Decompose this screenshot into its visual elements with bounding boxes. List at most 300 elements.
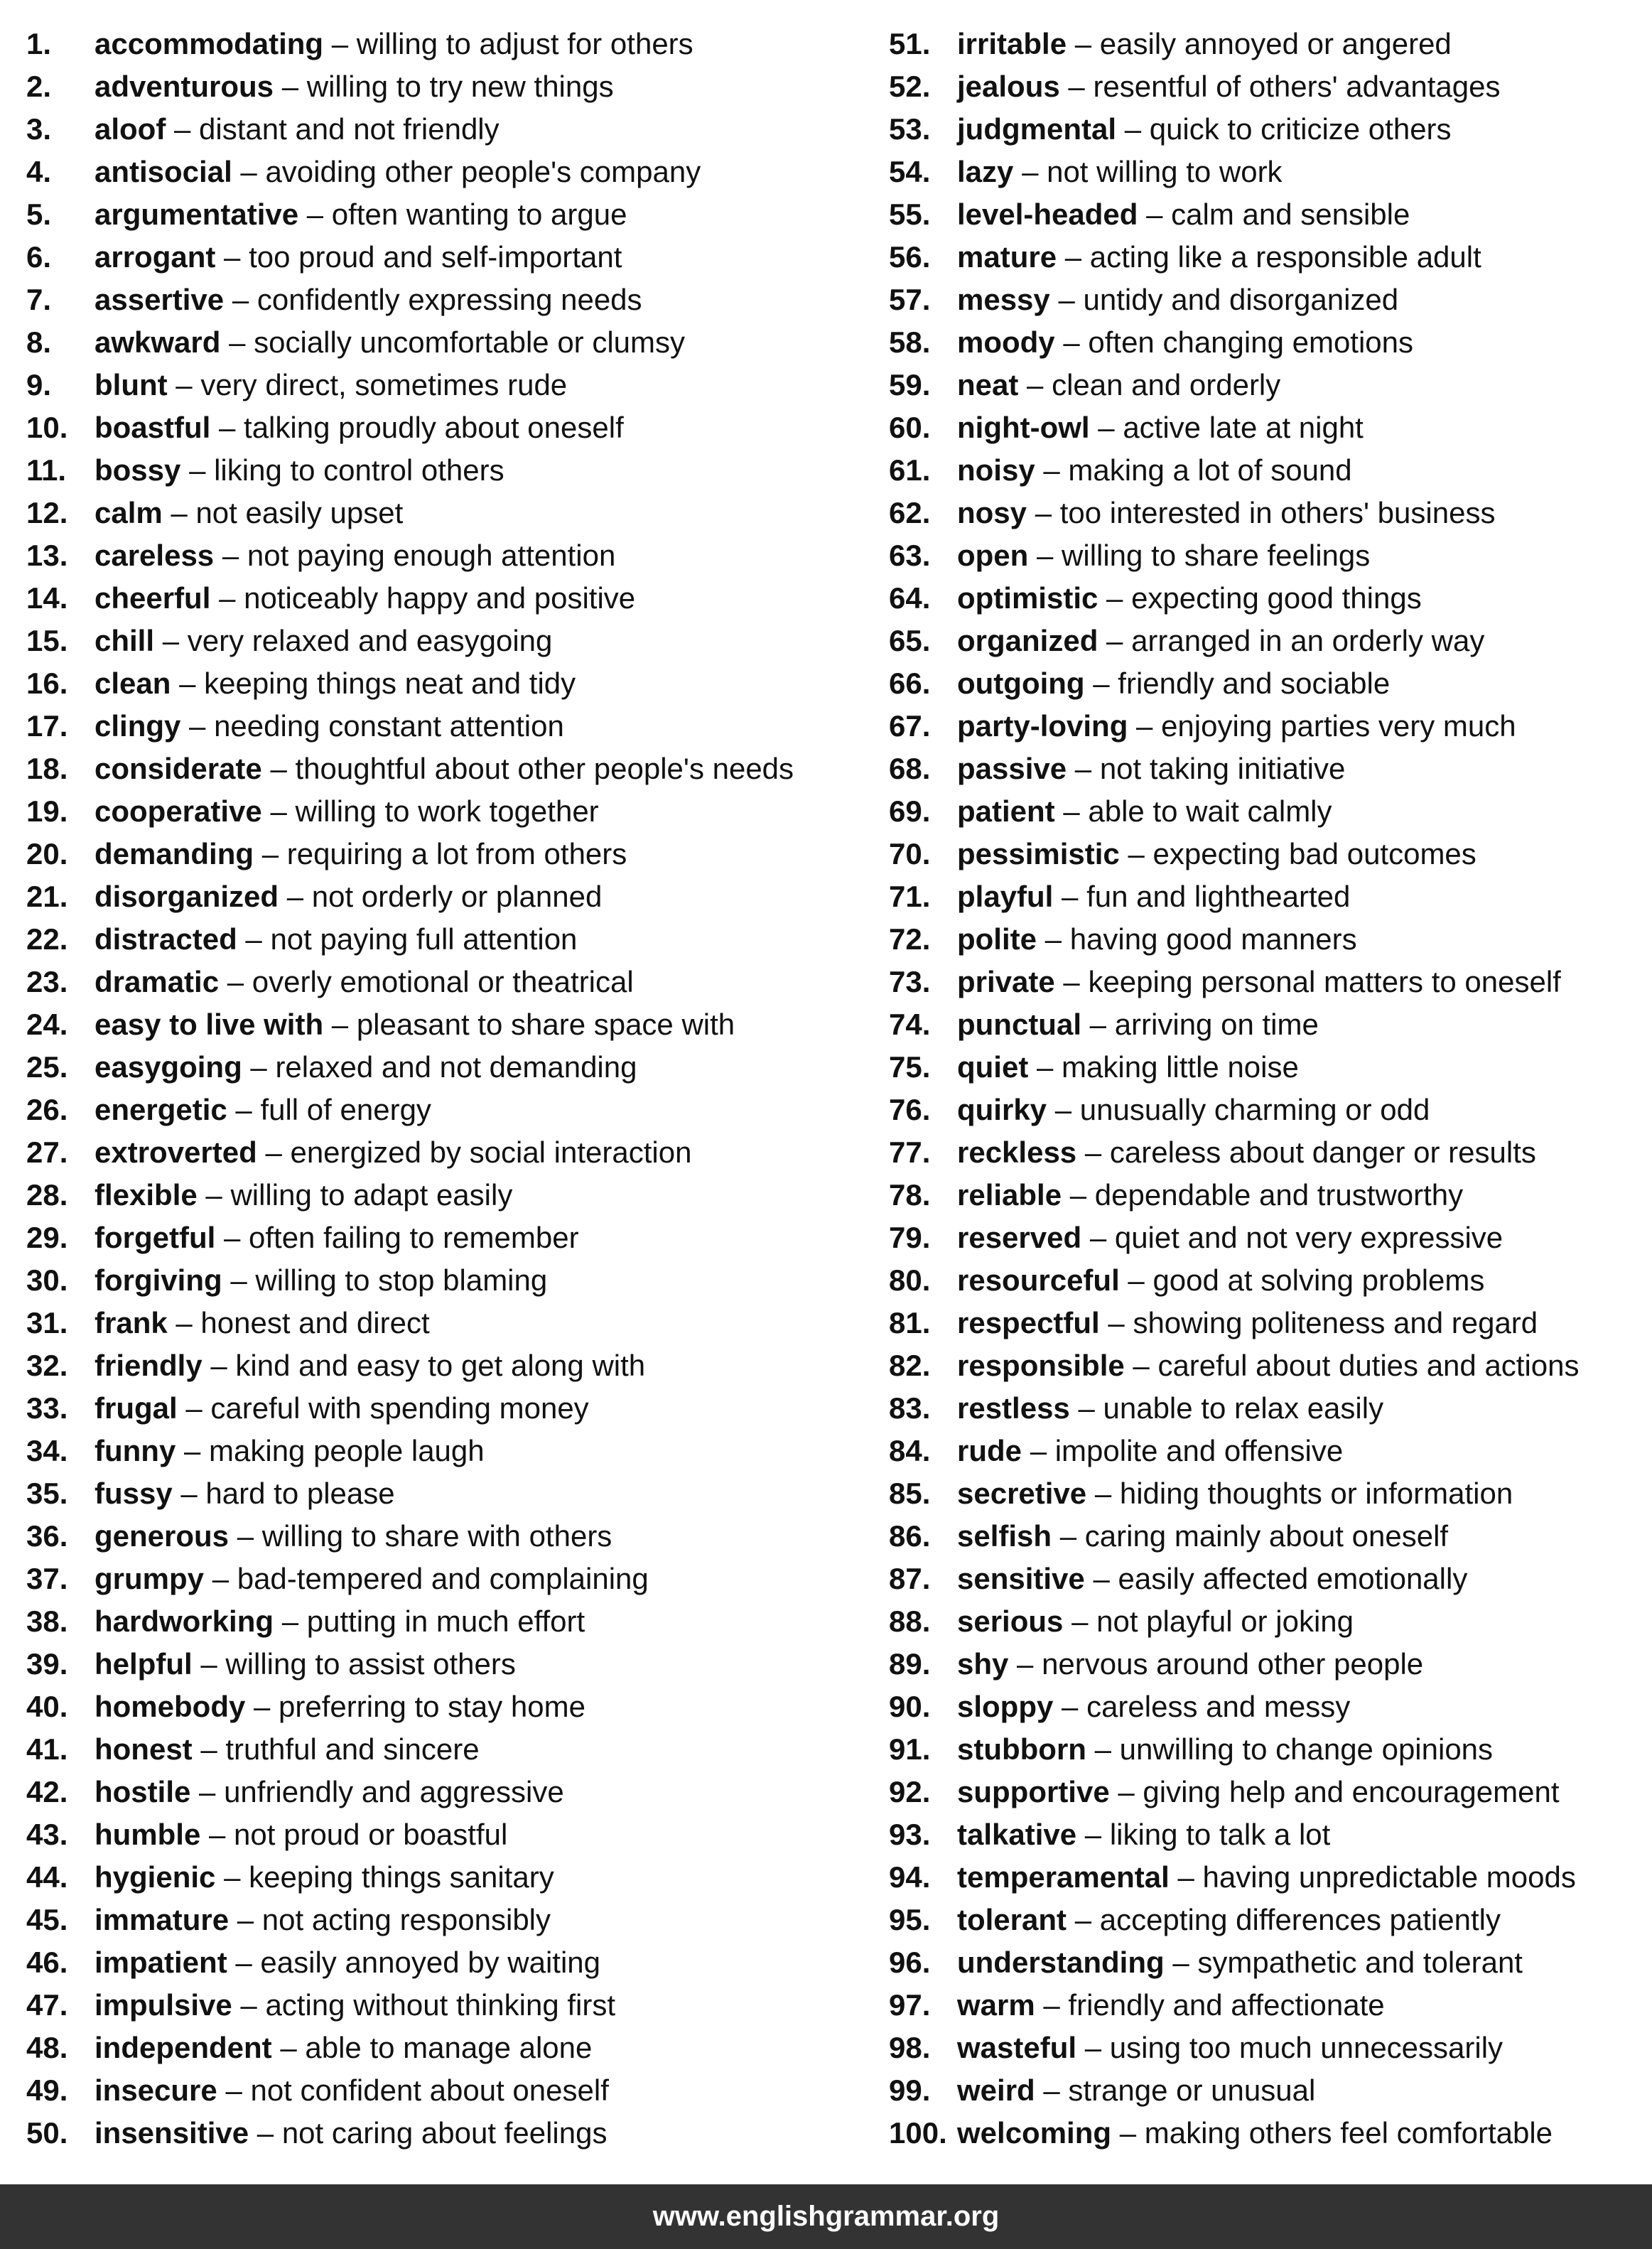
list-item	[26, 1131, 858, 1174]
item-separator: –	[270, 752, 287, 785]
item-separator: –	[1133, 1349, 1150, 1382]
item-definition: not taking initiative	[1099, 752, 1346, 785]
item-definition: acting without thinking first	[265, 1988, 616, 2022]
item-separator: –	[179, 667, 196, 700]
item-separator: –	[1094, 1732, 1111, 1766]
item-number: 88.	[889, 1604, 931, 1638]
item-number: 73.	[889, 965, 931, 998]
item-definition: making little noise	[1062, 1050, 1299, 1084]
item-word: argumentative	[95, 198, 299, 231]
item-definition: not confident about oneself	[250, 2073, 609, 2107]
item-definition: too proud and self-important	[249, 240, 622, 274]
item-number: 95.	[889, 1903, 931, 1936]
item-definition: often failing to remember	[249, 1221, 579, 1254]
item-number: 91.	[889, 1732, 931, 1766]
item-separator: –	[1017, 1647, 1034, 1681]
list-item	[889, 1302, 1642, 1344]
item-definition: bad-tempered and complaining	[237, 1562, 649, 1595]
item-number: 1.	[26, 27, 52, 60]
item-definition: liking to control others	[214, 453, 504, 487]
item-number: 32.	[26, 1349, 68, 1382]
item-word: chill	[95, 624, 155, 657]
item-definition: enjoying parties very much	[1161, 709, 1516, 743]
item-number: 56.	[889, 240, 931, 274]
item-word: forgetful	[95, 1221, 216, 1254]
item-number: 99.	[889, 2073, 931, 2107]
list-item	[889, 193, 1642, 236]
item-separator: –	[1106, 581, 1123, 615]
list-item	[26, 193, 858, 236]
item-word: irritable	[957, 27, 1067, 60]
list-item	[26, 1813, 858, 1856]
list-item	[26, 748, 858, 790]
item-word: tolerant	[957, 1903, 1067, 1936]
item-number: 46.	[26, 1946, 68, 1979]
list-item	[889, 108, 1642, 151]
footer-url: www.englishgrammar.org	[652, 2201, 1000, 2232]
item-separator: –	[1043, 1988, 1060, 2022]
item-definition: making people laugh	[209, 1434, 485, 1467]
list-item	[889, 1600, 1642, 1643]
item-definition: keeping personal matters to oneself	[1088, 965, 1561, 998]
item-word: selfish	[957, 1519, 1052, 1553]
item-separator: –	[189, 453, 206, 487]
list-item	[889, 1430, 1642, 1472]
list-item	[889, 1217, 1642, 1259]
item-separator: –	[1063, 794, 1080, 828]
list-item	[26, 321, 858, 364]
item-definition: not paying full attention	[270, 922, 578, 956]
item-word: antisocial	[95, 155, 232, 188]
list-item	[26, 1643, 858, 1686]
item-number: 53.	[889, 112, 931, 146]
item-definition: not playful or joking	[1096, 1604, 1354, 1638]
list-item	[26, 364, 858, 406]
item-definition: very relaxed and easygoing	[187, 624, 553, 657]
item-separator: –	[171, 496, 188, 529]
item-definition: resentful of others' advantages	[1093, 70, 1501, 103]
item-definition: impolite and offensive	[1054, 1434, 1344, 1467]
item-word: frank	[95, 1306, 168, 1339]
item-word: energetic	[95, 1093, 227, 1126]
item-definition: willing to share feelings	[1062, 539, 1371, 572]
item-separator: –	[1128, 1263, 1145, 1297]
item-number: 15.	[26, 624, 68, 657]
list-item	[26, 1089, 858, 1131]
item-number: 42.	[26, 1775, 68, 1808]
item-separator: –	[1093, 1562, 1110, 1595]
item-number: 6.	[26, 240, 52, 274]
item-number: 24.	[26, 1008, 68, 1041]
item-number: 21.	[26, 880, 68, 913]
item-word: cheerful	[95, 581, 211, 615]
item-separator: –	[1089, 1008, 1107, 1041]
item-number: 87.	[889, 1562, 931, 1595]
item-separator: –	[261, 837, 279, 870]
item-separator: –	[183, 1434, 201, 1467]
item-separator: –	[1062, 1690, 1079, 1723]
list-item	[26, 108, 858, 151]
item-definition: careless about danger or results	[1109, 1136, 1536, 1169]
item-number: 7.	[26, 283, 52, 316]
item-definition: needing constant attention	[214, 709, 564, 743]
list-item	[889, 1558, 1642, 1600]
list-item	[26, 1344, 858, 1387]
item-number: 5.	[26, 198, 52, 231]
item-definition: not orderly or planned	[311, 880, 603, 913]
item-word: accommodating	[95, 27, 324, 60]
item-separator: –	[1069, 1178, 1087, 1212]
item-separator: –	[1022, 155, 1039, 188]
item-separator: –	[1030, 1434, 1047, 1467]
item-definition: too interested in others' business	[1059, 496, 1496, 529]
item-word: secretive	[957, 1477, 1087, 1510]
item-number: 25.	[26, 1050, 68, 1084]
item-separator: –	[189, 709, 206, 743]
item-separator: –	[286, 880, 304, 913]
item-word: talkative	[957, 1818, 1077, 1851]
item-separator: –	[205, 1178, 222, 1212]
item-separator: –	[1146, 198, 1163, 231]
item-definition: thoughtful about other people's needs	[295, 752, 794, 785]
item-separator: –	[1119, 2116, 1137, 2150]
item-separator: –	[1071, 1604, 1089, 1638]
item-word: frugal	[95, 1391, 178, 1425]
item-separator: –	[229, 325, 246, 359]
item-definition: caring mainly about oneself	[1084, 1519, 1449, 1553]
list-item	[889, 1643, 1642, 1686]
item-separator: –	[1064, 240, 1082, 274]
item-definition: liking to talk a lot	[1109, 1818, 1331, 1851]
item-separator: –	[1062, 880, 1079, 913]
item-number: 77.	[889, 1136, 931, 1169]
list-item	[26, 620, 858, 662]
item-definition: putting in much effort	[306, 1604, 585, 1638]
item-number: 100.	[889, 2116, 947, 2150]
item-number: 45.	[26, 1903, 68, 1936]
item-number: 71.	[889, 880, 931, 913]
item-number: 4.	[26, 155, 52, 188]
list-item	[889, 790, 1642, 833]
item-word: arrogant	[95, 240, 216, 274]
item-separator: –	[1078, 1391, 1095, 1425]
item-number: 96.	[889, 1946, 931, 1979]
item-word: mature	[957, 240, 1057, 274]
item-word: understanding	[957, 1946, 1165, 1979]
item-word: immature	[95, 1903, 230, 1936]
item-word: demanding	[95, 837, 254, 870]
item-number: 76.	[889, 1093, 931, 1126]
item-definition: easily annoyed or angered	[1099, 27, 1452, 60]
item-number: 11.	[26, 453, 67, 487]
item-definition: using too much unnecessarily	[1109, 2031, 1503, 2064]
item-definition: keeping things sanitary	[249, 1860, 554, 1894]
item-word: calm	[95, 496, 163, 529]
item-word: judgmental	[957, 112, 1117, 146]
list-item	[889, 1856, 1642, 1899]
item-word: insensitive	[95, 2116, 249, 2150]
item-word: adventurous	[95, 70, 274, 103]
item-word: welcoming	[957, 2116, 1112, 2150]
item-number: 81.	[889, 1306, 931, 1339]
list-item	[889, 1771, 1642, 1813]
list-item	[889, 1046, 1642, 1089]
item-definition: unfriendly and aggressive	[224, 1775, 564, 1808]
item-word: forgiving	[95, 1263, 222, 1297]
item-word: independent	[95, 2031, 272, 2064]
list-item	[26, 279, 858, 321]
item-word: hardworking	[95, 1604, 274, 1638]
item-word: jealous	[957, 70, 1060, 103]
item-definition: untidy and disorganized	[1083, 283, 1399, 316]
item-definition: unusually charming or odd	[1079, 1093, 1430, 1126]
item-word: impatient	[95, 1946, 227, 1979]
item-number: 75.	[889, 1050, 931, 1084]
list-item	[26, 1387, 858, 1430]
item-separator: –	[200, 1647, 217, 1681]
item-number: 94.	[889, 1860, 931, 1894]
item-separator: –	[237, 1903, 254, 1936]
item-definition: often changing emotions	[1088, 325, 1414, 359]
item-number: 17.	[26, 709, 68, 743]
item-separator: –	[1037, 1050, 1054, 1084]
list-item	[889, 1174, 1642, 1217]
item-separator: –	[1089, 1221, 1107, 1254]
item-word: sensitive	[957, 1562, 1085, 1595]
item-definition: careless and messy	[1086, 1690, 1351, 1723]
item-definition: having good manners	[1069, 922, 1357, 956]
item-definition: expecting bad outcomes	[1152, 837, 1476, 870]
item-number: 59.	[889, 368, 931, 401]
item-word: warm	[957, 1988, 1035, 2022]
list-item	[26, 1558, 858, 1600]
item-definition: acting like a responsible adult	[1089, 240, 1481, 274]
item-definition: requiring a lot from others	[286, 837, 627, 870]
item-number: 31.	[26, 1306, 68, 1339]
list-item	[26, 2069, 858, 2112]
list-item	[26, 1302, 858, 1344]
item-separator: –	[223, 1221, 241, 1254]
item-separator: –	[1058, 283, 1075, 316]
item-definition: unwilling to change opinions	[1119, 1732, 1494, 1766]
item-separator: –	[237, 1519, 254, 1553]
list-item	[26, 492, 858, 534]
item-separator: –	[254, 1690, 271, 1723]
item-number: 78.	[889, 1178, 931, 1212]
item-number: 33.	[26, 1391, 68, 1425]
item-word: boastful	[95, 411, 211, 444]
item-word: quirky	[957, 1093, 1047, 1126]
item-number: 51.	[889, 27, 931, 60]
item-number: 9.	[26, 368, 52, 401]
item-separator: –	[1043, 453, 1060, 487]
list-item	[889, 1941, 1642, 1984]
item-word: messy	[957, 283, 1050, 316]
item-definition: arranged in an orderly way	[1131, 624, 1485, 657]
item-separator: –	[176, 1306, 193, 1339]
item-separator: –	[227, 965, 244, 998]
item-separator: –	[1136, 709, 1153, 743]
list-item	[889, 151, 1642, 193]
item-word: generous	[95, 1519, 230, 1553]
item-definition: honest and direct	[200, 1306, 430, 1339]
item-definition: making a lot of sound	[1068, 453, 1352, 487]
item-number: 29.	[26, 1221, 68, 1254]
item-definition: pleasant to share space with	[356, 1008, 735, 1041]
item-definition: often wanting to argue	[331, 198, 627, 231]
item-number: 89.	[889, 1647, 931, 1681]
item-separator: –	[180, 1477, 198, 1510]
item-definition: overly emotional or theatrical	[252, 965, 634, 998]
item-separator: –	[1084, 1818, 1102, 1851]
item-separator: –	[1063, 965, 1080, 998]
item-word: extroverted	[95, 1136, 257, 1169]
item-number: 58.	[889, 325, 931, 359]
item-separator: –	[1084, 2031, 1102, 2064]
list-item	[26, 449, 858, 492]
item-word: stubborn	[957, 1732, 1086, 1766]
item-word: easy to live with	[95, 1008, 324, 1041]
item-separator: –	[199, 1775, 216, 1808]
list-item	[26, 236, 858, 279]
item-definition: willing to adapt easily	[230, 1178, 513, 1212]
item-number: 84.	[889, 1434, 931, 1467]
item-number: 66.	[889, 667, 931, 700]
item-definition: hard to please	[205, 1477, 395, 1510]
item-number: 70.	[889, 837, 931, 870]
item-number: 86.	[889, 1519, 931, 1553]
list-item	[26, 833, 858, 875]
list-item	[889, 1344, 1642, 1387]
list-item	[889, 918, 1642, 961]
item-word: clingy	[95, 709, 181, 743]
item-definition: dependable and trustworthy	[1094, 1178, 1464, 1212]
item-separator: –	[230, 1263, 247, 1297]
item-number: 85.	[889, 1477, 931, 1510]
item-separator: –	[1084, 1136, 1102, 1169]
item-word: patient	[957, 794, 1055, 828]
item-word: clean	[95, 667, 171, 700]
item-definition: unable to relax easily	[1103, 1391, 1384, 1425]
item-definition: not caring about feelings	[281, 2116, 608, 2150]
item-definition: full of energy	[260, 1093, 431, 1126]
list-item	[889, 1686, 1642, 1728]
item-number: 34.	[26, 1434, 68, 1467]
item-word: homebody	[95, 1690, 246, 1723]
list-item	[26, 1899, 858, 1941]
item-separator: –	[232, 283, 249, 316]
list-item	[26, 151, 858, 193]
item-word: night-owl	[957, 411, 1090, 444]
list-item	[26, 406, 858, 449]
item-word: reckless	[957, 1136, 1077, 1169]
list-item	[889, 833, 1642, 875]
item-number: 93.	[889, 1818, 931, 1851]
item-separator: –	[1044, 922, 1062, 956]
item-definition: active late at night	[1123, 411, 1364, 444]
item-separator: –	[1037, 539, 1054, 572]
item-number: 27.	[26, 1136, 68, 1169]
item-number: 12.	[26, 496, 68, 529]
item-word: reliable	[957, 1178, 1062, 1212]
item-definition: not paying enough attention	[247, 539, 616, 572]
list-item	[26, 577, 858, 620]
list-item	[889, 662, 1642, 705]
list-item	[26, 918, 858, 961]
item-number: 67.	[889, 709, 931, 743]
item-word: organized	[957, 624, 1098, 657]
item-separator: –	[1059, 1519, 1077, 1553]
item-definition: keeping things neat and tidy	[204, 667, 576, 700]
list-item	[26, 705, 858, 748]
item-separator: –	[222, 539, 239, 572]
item-separator: –	[1043, 2073, 1060, 2107]
item-separator: –	[210, 1349, 227, 1382]
list-item	[889, 2112, 1642, 2154]
list-item	[889, 23, 1642, 65]
item-number: 57.	[889, 283, 931, 316]
footer-bar	[0, 2184, 1652, 2249]
list-item	[889, 1899, 1642, 1941]
item-number: 40.	[26, 1690, 68, 1723]
item-number: 47.	[26, 1988, 68, 2022]
item-separator: –	[1063, 325, 1080, 359]
list-item	[889, 1131, 1642, 1174]
item-definition: careful about duties and actions	[1157, 1349, 1580, 1382]
list-item	[26, 1430, 858, 1472]
list-item	[26, 1003, 858, 1046]
item-separator: –	[1074, 752, 1092, 785]
item-definition: hiding thoughts or information	[1119, 1477, 1513, 1510]
item-word: respectful	[957, 1306, 1100, 1339]
item-definition: willing to assist others	[225, 1647, 516, 1681]
item-definition: showing politeness and regard	[1133, 1306, 1538, 1339]
item-number: 49.	[26, 2073, 68, 2107]
item-definition: distant and not friendly	[199, 112, 500, 146]
item-word: funny	[95, 1434, 176, 1467]
item-number: 72.	[889, 922, 931, 956]
item-word: polite	[957, 922, 1037, 956]
list-item	[889, 577, 1642, 620]
item-word: shy	[957, 1647, 1009, 1681]
list-item	[889, 2069, 1642, 2112]
item-number: 48.	[26, 2031, 68, 2064]
item-word: responsible	[957, 1349, 1125, 1382]
item-definition: kind and easy to get along with	[235, 1349, 646, 1382]
item-definition: having unpredictable moods	[1202, 1860, 1576, 1894]
list-item	[889, 1387, 1642, 1430]
list-item	[889, 534, 1642, 577]
list-item	[26, 1259, 858, 1302]
item-definition: willing to work together	[295, 794, 599, 828]
item-separator: –	[162, 624, 180, 657]
item-word: open	[957, 539, 1029, 572]
item-word: serious	[957, 1604, 1064, 1638]
list-item	[889, 875, 1642, 918]
list-item	[26, 23, 858, 65]
item-number: 92.	[889, 1775, 931, 1808]
item-definition: friendly and affectionate	[1068, 1988, 1385, 2022]
item-number: 62.	[889, 496, 931, 529]
item-separator: –	[185, 1391, 203, 1425]
item-number: 61.	[889, 453, 931, 487]
item-word: resourceful	[957, 1263, 1120, 1297]
list-item	[889, 748, 1642, 790]
item-number: 44.	[26, 1860, 68, 1894]
list-item	[26, 790, 858, 833]
list-item	[26, 65, 858, 108]
item-definition: not proud or boastful	[234, 1818, 508, 1851]
